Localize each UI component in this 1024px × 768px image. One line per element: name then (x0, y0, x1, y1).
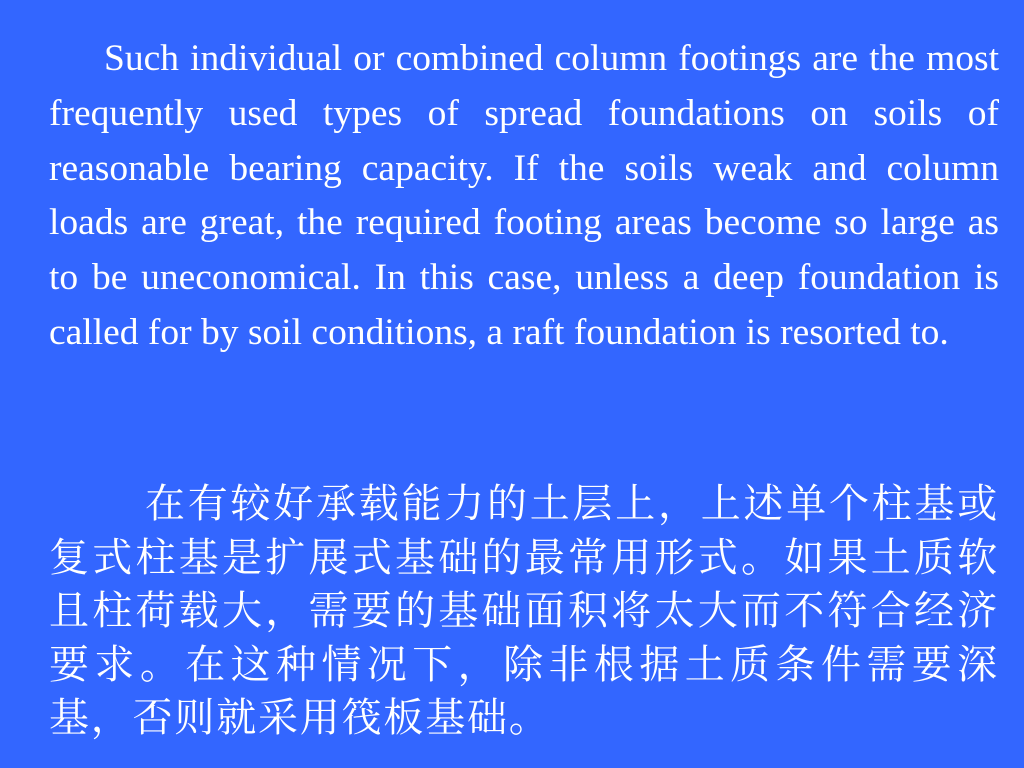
english-paragraph: Such individual or combined column footings are the most frequently used types of spread foundations on soils of reasonable bearing capacity. If the soils weak and column loads are great, the required footing areas become so large as to be uneconomical. In this case, unless a deep foundation is called for by soil conditions, a raft foundation is resorted to. (49, 38, 999, 353)
chinese-paragraph: 在有较好承载能力的土层上，上述单个柱基或复式柱基是扩展式基础的最常用形式。如果土质软且柱荷载大，需要的基础面积将太大而不符合经济要求。在这种情况下，除非根据土质条件需要深基，否则就采用筏板基础。 (49, 481, 999, 741)
